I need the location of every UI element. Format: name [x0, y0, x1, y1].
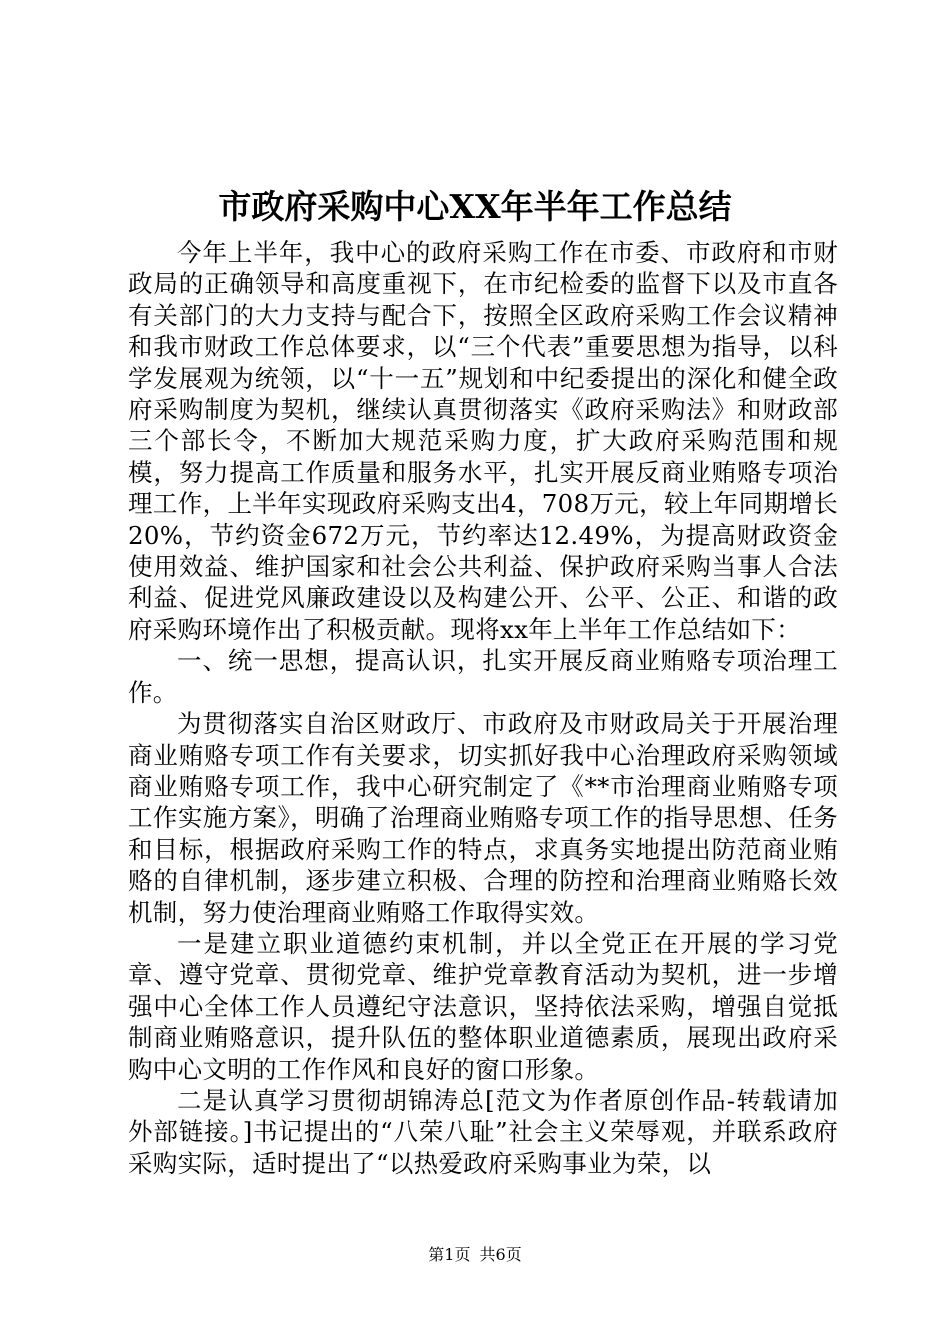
paragraph-point-1: 一是建立职业道德约束机制，并以全党正在开展的学习党章、遵守党章、贯彻党章、维护党章教育活动为契机，进一步增强中心全体工作人员遵纪守法意识，坚持依法采购，增强自觉抵制商业贿赂意识，提升队伍的整体职业道德素质，展现出政府采购中心文明的工作作风和良好的窗口形象。: [128, 928, 838, 1084]
section-heading-1: 一、统一思想，提高认识，扎实开展反商业贿赂专项治理工作。: [128, 646, 838, 707]
paragraph-intro: 今年上半年，我中心的政府采购工作在市委、市政府和市财政局的正确领导和高度重视下，在市纪检委的监督下以及市直各有关部门的大力支持与配合下，按照全区政府采购工作会议精神和我市财政工作总体要求，以“三个代表”重要思想为指导，以科学发展观为统领，以“十一五”规划和中纪委提出的深化和健全政府采购制度为契机，继续认真贯彻落实《政府采购法》和财政部三个部长令，不断加大规范采购力度，扩大政府采购范围和规模，努力提高工作质量和服务水平，扎实开展反商业贿赂专项治理工作，上半年实现政府采购支出4，708万元，较上年同期增长20%，节约资金672万元，节约率达12.49%，为提高财政资金使用效益、维护国家和社会公共利益、保护政府采购当事人合法利益、促进党风廉政建设以及构建公开、公平、公正、和谐的政府采购环境作出了积极贡献。现将xx年上半年工作总结如下：: [128, 238, 838, 644]
page-number: 第1页: [428, 1245, 471, 1264]
paragraph-anti-bribery: 为贯彻落实自治区财政厅、市政府及市财政局关于开展治理商业贿赂专项工作有关要求，切实抓好我中心治理政府采购领域商业贿赂专项工作，我中心研究制定了《**市治理商业贿赂专项工作实施方案》，明确了治理商业贿赂专项工作的指导思想、任务和目标，根据政府采购工作的特点，求真务实地提出防范商业贿赂的自律机制，逐步建立积极、合理的防控和治理商业贿赂长效机制，努力使治理商业贿赂工作取得实效。: [128, 709, 838, 927]
paragraph-point-2: 二是认真学习贯彻胡锦涛总[范文为作者原创作品-转载请加外部链接。]书记提出的“八荣八耻”社会主义荣辱观，并联系政府采购实际，适时提出了“以热爱政府采购事业为荣，以: [128, 1085, 838, 1178]
document-title: 市政府采购中心XX年半年工作总结: [218, 187, 732, 226]
page-footer: [0, 1244, 950, 1266]
document-body: [128, 237, 838, 1179]
page-total: 共6页: [479, 1245, 522, 1264]
